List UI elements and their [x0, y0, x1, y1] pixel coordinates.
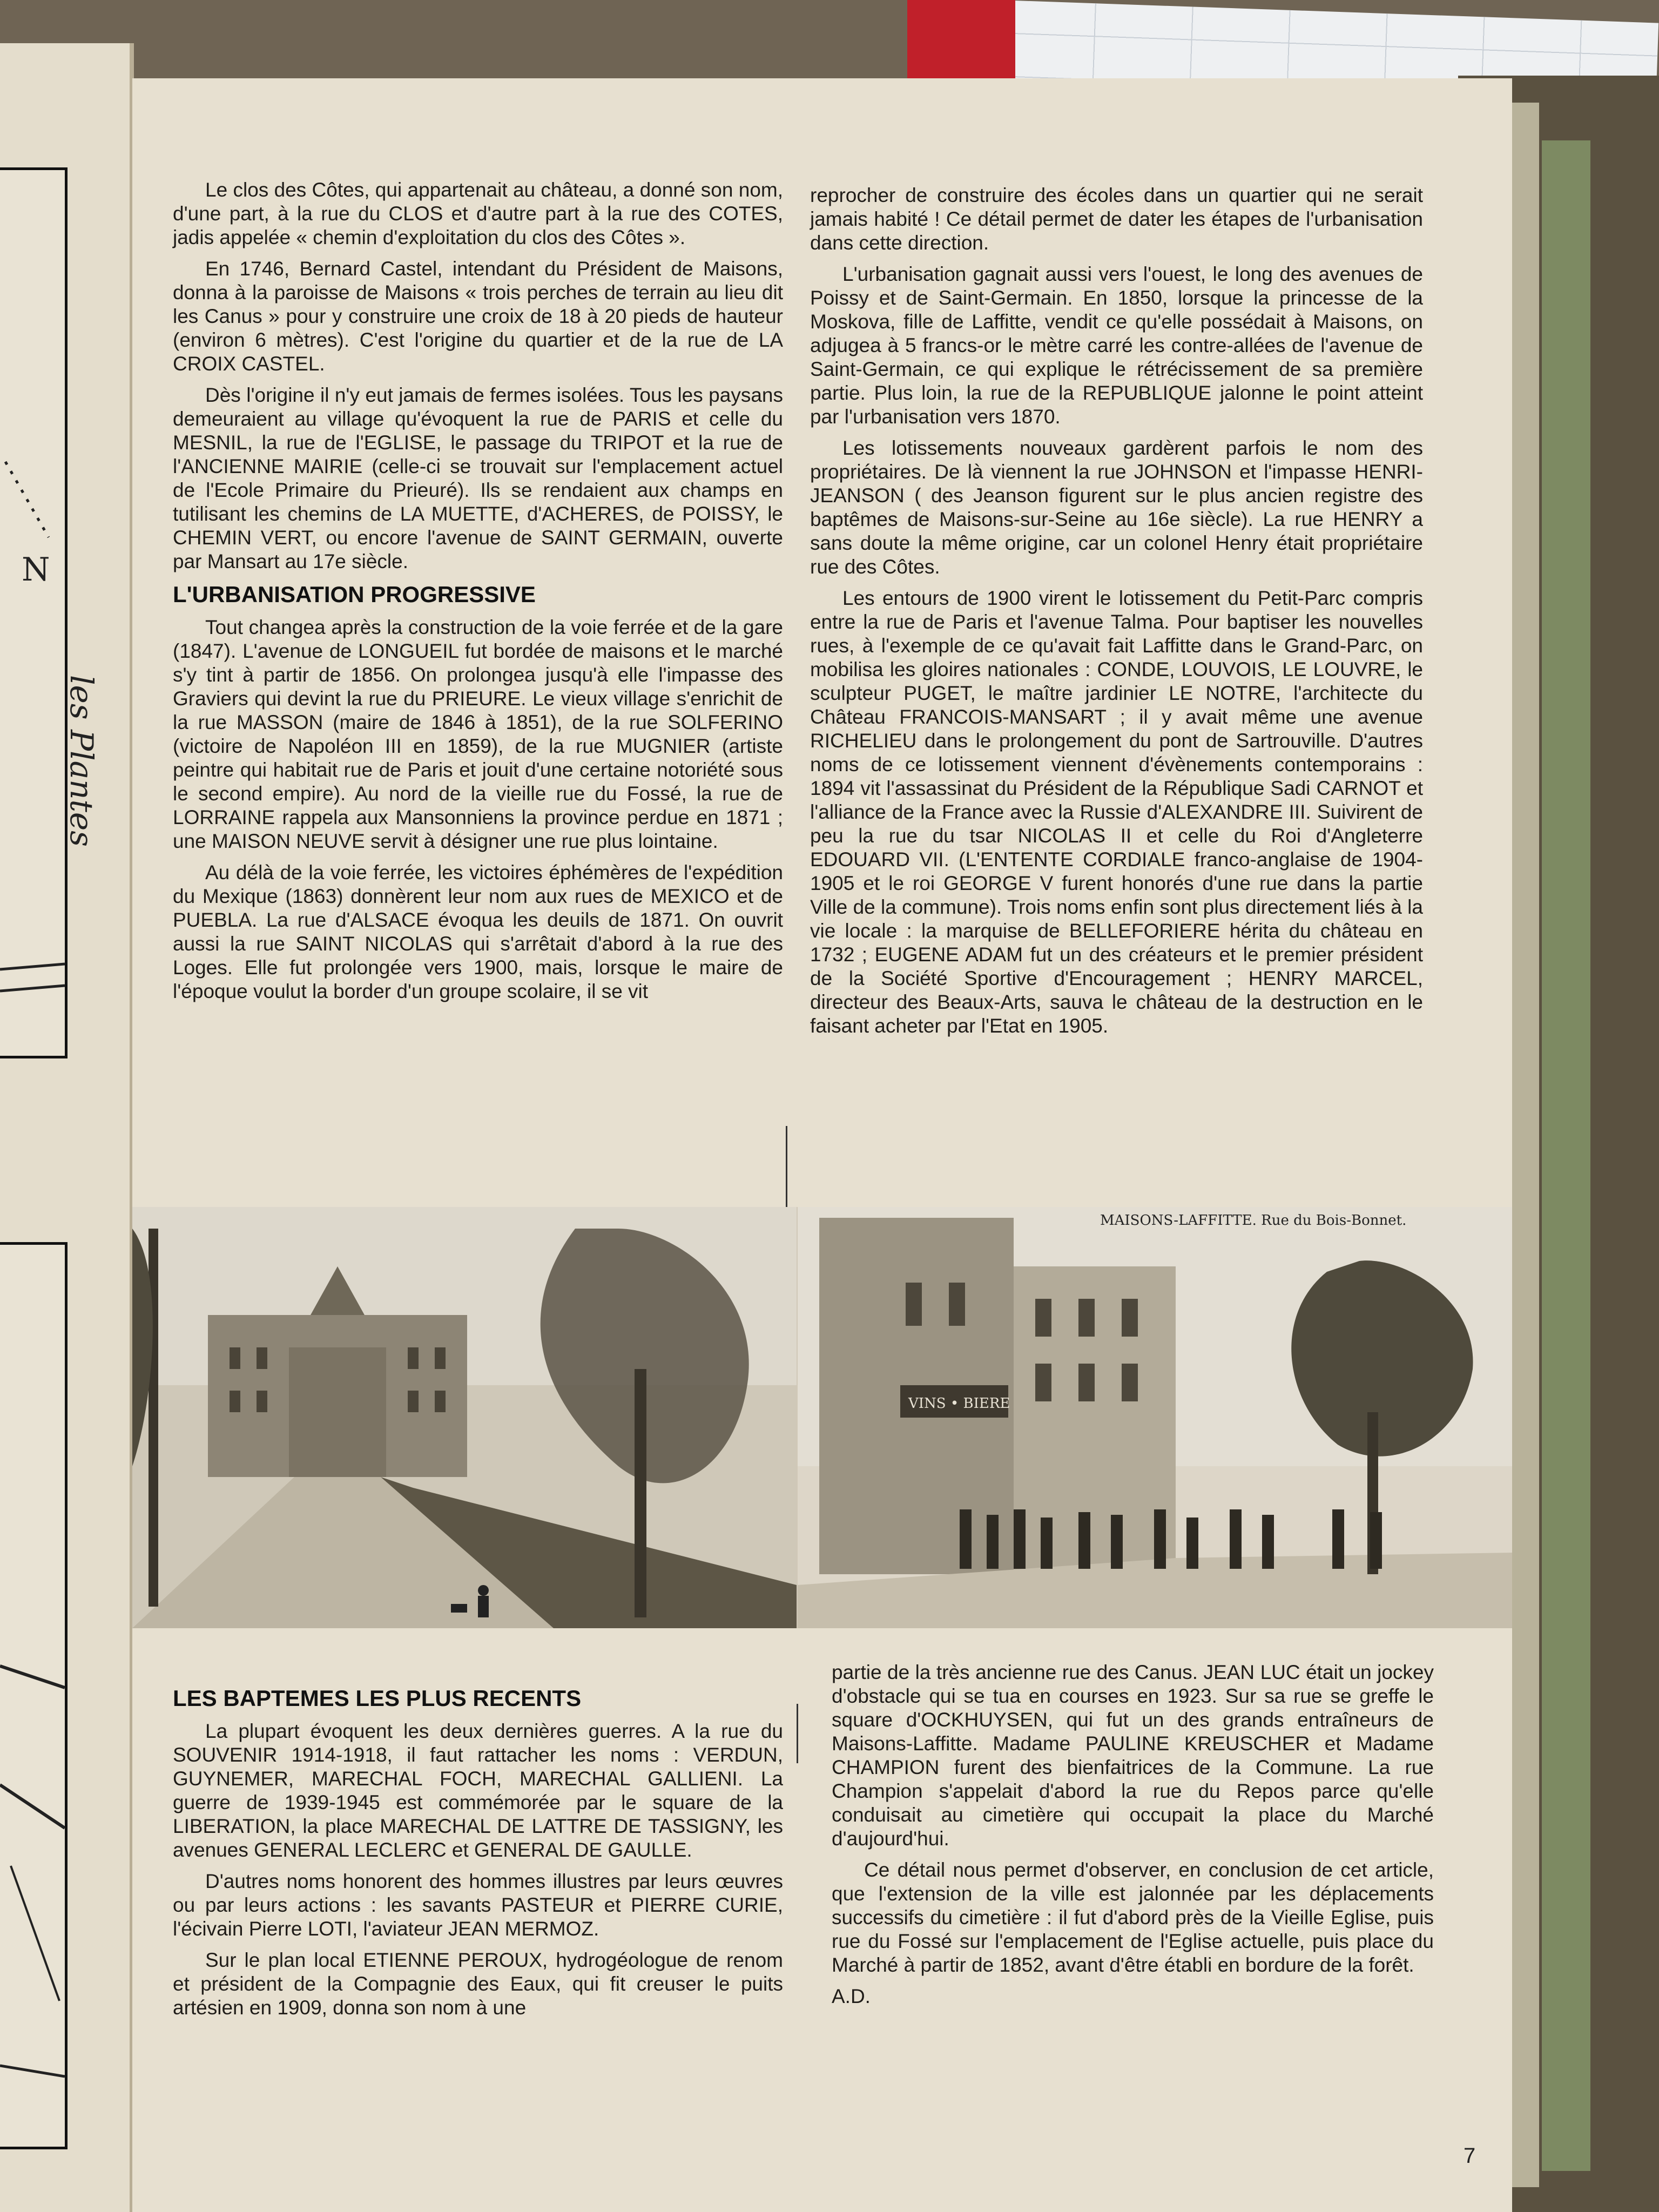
- paragraph: Tout changea après la construction de la voie ferrée et de la gare (1847). L'avenue de LONGUEIL fut bordée de maisons et le marché s'y tint à partir de 1856. On prolongea jusqu'à elle l'impasse des Graviers qui devint la rue du PRIEURE. Le vieux village s'enrichit de la rue MASSON (maire de 1846 à 1851), de la rue SOLFERINO (victoire de Napoléon III en 1859), de la rue MUGNIER (artiste peintre qui habitait rue de Paris et jouit d'une certaine notoriété sous le second empire). Au nord de la vieille rue du Fossé, la rue de LORRAINE rappela aux Mansonniens la province perdue en 1871 ; une MAISON NEUVE servit à désigner une rue plus lointaine.: [173, 616, 783, 852]
- shop-sign-text: VINS • BIERE: [908, 1395, 1010, 1412]
- chateau-illustration: [132, 1207, 797, 1628]
- paragraph: Ce détail nous permet d'observer, en conclusion de cet article, que l'extension de la ville est jalonnée par les déplacements successifs du cimetière : il fut d'abord près de la Vieille Eglise, puis rue du Fossé sur l'emplacement de l'Eglise actuelle, puis place du Marché à partir de 1852, avant d'être établi en bordure de la forêt.: [832, 1859, 1434, 1976]
- column-divider: [797, 1704, 798, 1763]
- paragraph: En 1746, Bernard Castel, intendant du Président de Maisons, donna à la paroisse de Maisons « trois perches de terrain au lieu dit les Canus » pour y construire une croix de 18 à 20 pieds de hauteur (environ 6 mètres). C'est l'origine du quartier et de la rue de LA CROIX CASTEL.: [173, 258, 783, 375]
- map-fragment-bottom: [0, 1242, 68, 2149]
- magazine-page: [132, 78, 1512, 2212]
- page-edge-green: [1542, 140, 1590, 2171]
- paragraph: D'autres noms honorent des hommes illustres par leurs œuvres ou par leurs actions : les savants PASTEUR et PIERRE CURIE, l'écivain Pierre LOTI, l'aviateur JEAN MERMOZ.: [173, 1870, 783, 1940]
- map-fragment-top: [0, 167, 68, 1058]
- paragraph: Le clos des Côtes, qui appartenait au château, a donné son nom, d'une part, à la rue du CLOS et d'autre part à la rue des COTES, jadis appelée « chemin d'exploitation du clos des Côtes ».: [173, 179, 783, 248]
- street-illustration: [798, 1207, 1512, 1628]
- column-left-top: [173, 178, 783, 1011]
- photo-rue-bois-bonnet: [798, 1207, 1512, 1628]
- paragraph: La plupart évoquent les deux dernières guerres. A la rue du SOUVENIR 1914-1918, il faut rattacher les noms : VERDUN, GUYNEMER, MARECHAL FOCH, MARECHAL GALLIENI. La guerre de 1939-1945 est commémorée par le square de la LIBERATION, la place MARECHAL DE LATTRE DE TASSIGNY, les avenues GENERAL LECLERC et GENERAL DE GAULLE.: [173, 1720, 783, 1861]
- paragraph: partie de la très ancienne rue des Canus. JEAN LUC était un jockey d'obstacle qui se tua en courses en 1923. Sur sa rue se greffe le square d'OCKHUYSEN, qui fut un des grands entraîneurs de Maisons-Laffitte. Madame PAULINE KREUSCHER et Madame CHAMPION furent des bienfaitrices de la Commune. La rue Champion s'appelait d'abord la rue du Repos parce qu'elle conduisait au cimetière qui occupait la place du Marché d'aujourd'hui.: [832, 1661, 1434, 1850]
- section-heading: LES BAPTEMES LES PLUS RECENTS: [173, 1685, 582, 1711]
- section-heading: L'URBANISATION PROGRESSIVE: [173, 582, 536, 607]
- page-number: 7: [1464, 2144, 1476, 2168]
- svg-text:N: N: [22, 551, 50, 589]
- photo-caption-right-top: MAISONS-LAFFITTE. Rue du Bois-Bonnet.: [1100, 1212, 1407, 1229]
- author-signature: A.D.: [832, 1985, 871, 2007]
- map-label: les Plantes: [63, 675, 100, 847]
- paragraph: Au délà de la voie ferrée, les victoires éphémères de l'expédition du Mexique (1863) donnèrent leur nom aux rues de MEXICO et de PUEBLA. La rue d'ALSACE évoqua les deuils de 1871. On ouvrit aussi la rue SAINT NICOLAS qui s'arrêtait d'abord à la rue des Loges. Elle fut prolongée vers 1900, mais, lorsque le maire de l'époque voulut la border d'un groupe scolaire, il se vit: [173, 861, 783, 1002]
- paragraph: L'urbanisation gagnait aussi vers l'ouest, le long des avenues de Poissy et de Saint-Germain. En 1850, lorsque la princesse de la Moskova, fille de Laffitte, vendit ce qu'elle possédait à Maisons, on adjugea à 5 francs-or le mètre carré les contre-allées de l'avenue de Saint-Germain, ce qui explique le rétrécissement de sa première partie. Plus loin, la rue de la REPUBLIQUE jalonne le point atteint par l'urbanisation vers 1870.: [810, 263, 1423, 428]
- column-right-bottom: [832, 1661, 1434, 2016]
- paragraph: Dès l'origine il n'y eut jamais de fermes isolées. Tous les paysans demeuraient au village qu'évoquent la rue de PARIS et celle du MESNIL, la rue de l'EGLISE, le passage du TRIPOT et la rue de l'ANCIENNE MAIRIE (celle-ci se trouvait sur l'emplacement actuel de l'Ecole Primaire du Prieuré). Ils se rendaient aux champs en tutilisant les chemins de LA MUETTE, d'ACHERES, de POISSY, le CHEMIN VERT, ou encore l'avenue de SAINT GERMAIN, ouverte par Mansart au 17e siècle.: [173, 384, 783, 572]
- map-lines-bottom: [0, 1245, 65, 2147]
- column-left-bottom: [173, 1685, 783, 2027]
- column-divider: [786, 1126, 787, 1207]
- photo-chateau: [132, 1207, 797, 1628]
- map-lines-top: [0, 170, 65, 1056]
- paragraph: Les entours de 1900 virent le lotissement du Petit-Parc compris entre la rue de Paris et l'avenue Talma. Pour baptiser les nouvelles rues, à l'exemple de ce qu'avait fait Laffitte dans le Grand-Parc, on mobilisa les gloires nationales : CONDE, LOUVOIS, LE LOUVRE, le sculpteur PUGET, le maître jardinier LE NOTRE, l'architecte du Château FRANCOIS-MANSART ; il y avait même une avenue RICHELIEU dans le prolongement du pont de Sartrouville. D'autres noms de ce lotissement viennent d'évènements contemporains : 1894 vit l'assassinat du Président de la République Sadi CARNOT et l'alliance de la France avec la Russie d'ALEXANDRE III. Suivirent de peu la rue du tsar NICOLAS II et celle du Roi d'Angleterre EDOUARD VII. (L'ENTENTE CORDIALE franco-anglaise de 1904-1905 et le roi GEORGE V furent honorés d'une rue dans la partie Ville de la commune). Trois noms enfin sont plus directement liés à la vie locale : la marquise de BELLEFORIERE hérita du château en 1732 ; EUGENE ADAM fut un des créateurs et le premier président de la Société Sportive d'Encouragement ; HENRY MARCEL, directeur des Beaux-Arts, sauva le château de la destruction en le faisant acheter par l'Etat en 1905.: [810, 587, 1423, 1037]
- column-right-top: [810, 184, 1423, 1046]
- paragraph: reprocher de construire des écoles dans un quartier qui ne serait jamais habité ! Ce détail permet de dater les étapes de l'urbanisation dans cette direction.: [810, 184, 1423, 254]
- paragraph: Les lotissements nouveaux gardèrent parfois le nom des propriétaires. De là viennent la rue JOHNSON et l'impasse HENRI-JEANSON ( des Jeanson figurent sur le plus ancien registre des baptêmes de Maisons-sur-Seine au 16e siècle). La rue HENRY a sans doute la même origine, car un colonel Henry était propriétaire rue des Côtes.: [810, 437, 1423, 578]
- left-page: [0, 43, 134, 2212]
- paragraph: Sur le plan local ETIENNE PEROUX, hydrogéologue de renom et président de la Compagnie des Eaux, qui fit creuser le puits artésien en 1909, donna son nom à une: [173, 1949, 783, 2019]
- photo-band: [132, 1207, 1512, 1628]
